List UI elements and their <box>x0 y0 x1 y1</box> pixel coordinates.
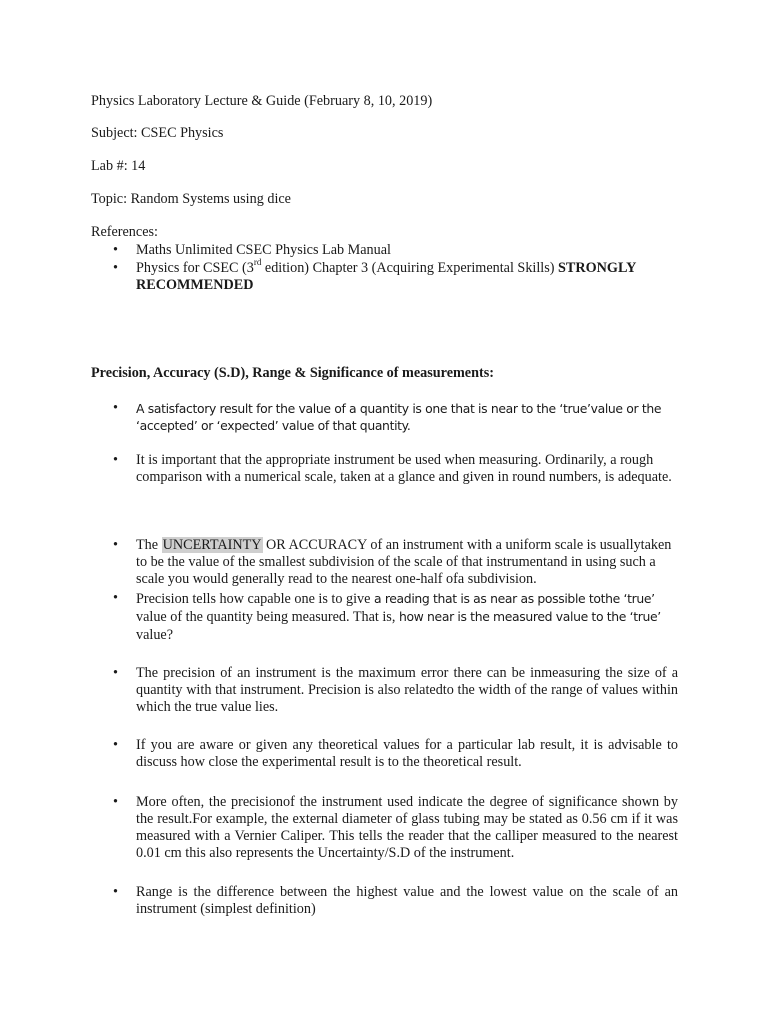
bullet-marker: • <box>113 400 118 416</box>
subject-line: Subject: CSEC Physics <box>91 125 224 141</box>
reference-item-2-text: Physics for CSEC (3 <box>136 260 254 276</box>
reference-item-2 <box>136 257 678 294</box>
document-title: Physics Laboratory Lecture & Guide (February 8, 10, 2019) <box>91 93 433 109</box>
highlighted-term: UNCERTAINTY <box>162 537 262 553</box>
bullet-item-precision-text: value of the quantity being measured. That is, <box>136 609 399 625</box>
bullet-marker: • <box>113 590 118 606</box>
bullet-item-precision-text: value? <box>136 627 174 643</box>
reference-item-2-text: edition) Chapter 3 (Acquiring Experimental Skills) <box>261 260 559 276</box>
bullet-item-uncertainty-text: OR ACCURACY of an instrument with a uniform scale is usuallytaken to be the value of the smallest subdivision of the scale of that instrumentand in using such a scale you would generally read to the nearest one-half ofa subdivision. <box>136 537 672 587</box>
bullet-item-significance: More often, the precisionof the instrument used indicate the degree of significance shown by the result.For example, the external diameter of glass tubing may be stated as 0.56 cm if it was measured with a Vernier Caliper. This tells the reader that the calliper measured to the nearest 0.01 cm this also represents the Uncertainty/S.D of the instrument. <box>136 794 678 861</box>
section-heading: Precision, Accuracy (S.D), Range & Significance of measurements: <box>91 365 494 381</box>
bullet-item-precision-text: how near is the measured value to the ‘true’ <box>398 609 661 624</box>
bullet-item-precision-text: a reading that is as near as possible tothe ‘true’ <box>373 591 655 606</box>
bullet-marker: • <box>113 260 118 276</box>
bullet-item-precision-text: Precision tells how capable one is to give <box>136 591 374 607</box>
bullet-marker: • <box>113 794 118 810</box>
superscript-rd: rd <box>253 257 262 268</box>
bullet-marker: • <box>113 737 118 753</box>
topic-line: Topic: Random Systems using dice <box>91 191 291 207</box>
bullet-item-appropriate-instrument: It is important that the appropriate instrument be used when measuring. Ordinarily, a rough comparison with a numerical scale, taken at a glance and given in round numbers, is adequate. <box>136 452 672 485</box>
bullet-marker: • <box>113 665 118 681</box>
bullet-marker: • <box>113 884 118 900</box>
bullet-marker: • <box>113 242 118 258</box>
bullet-item-range: Range is the difference between the highest value and the lowest value on the scale of an instrument (simplest definition) <box>136 884 678 917</box>
bullet-item-theoretical-values: If you are aware or given any theoretical values for a particular lab result, it is advisable to discuss how close the experimental result is to the theoretical result. <box>136 737 678 770</box>
bullet-item-satisfactory-result: A satisfactory result for the value of a quantity is one that is near to the ‘true’value or the ‘accepted’ or ‘expected’ value of that quantity. <box>136 401 662 433</box>
bullet-item-uncertainty-text: The <box>136 537 162 553</box>
lab-number-line: Lab #: 14 <box>91 158 146 174</box>
recommended-label: RECOMMENDED <box>136 277 254 293</box>
bullet-marker: • <box>113 452 118 468</box>
reference-item-1: Maths Unlimited CSEC Physics Lab Manual <box>136 242 391 258</box>
bullet-item-uncertainty <box>136 537 678 588</box>
strongly-label: STRONGLY <box>558 260 637 276</box>
bullet-item-precision <box>136 590 678 644</box>
bullet-item-instrument-precision: The precision of an instrument is the maximum error there can be inmeasuring the size of a quantity with that instrument. Precision is also relatedto the width of the range of values within which the true value lies. <box>136 665 678 715</box>
bullet-marker: • <box>113 537 118 553</box>
references-label: References: <box>91 224 158 240</box>
